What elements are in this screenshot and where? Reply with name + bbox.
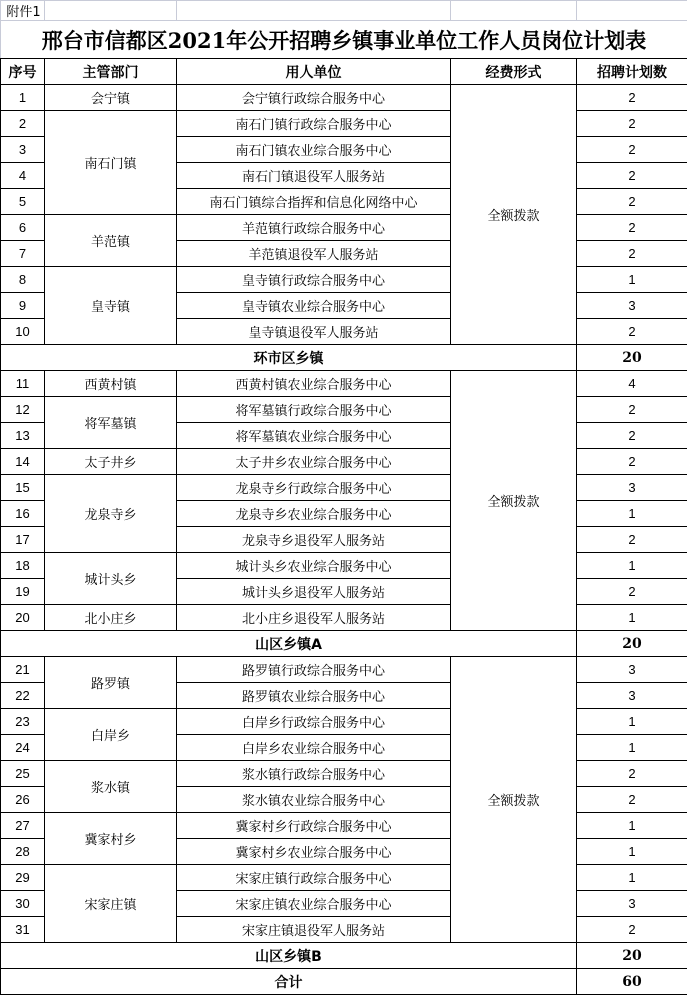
header-quota[interactable]: 招聘计划数	[577, 59, 687, 85]
seq-cell[interactable]: 11	[1, 371, 45, 397]
table-row	[1, 553, 687, 579]
total-label[interactable]: 合计	[1, 969, 577, 995]
seq-cell[interactable]: 30	[1, 891, 45, 917]
total-row	[1, 969, 687, 995]
unit-cell[interactable]: 南石门镇行政综合服务中心	[177, 111, 451, 137]
unit-cell[interactable]: 北小庄乡退役军人服务站	[177, 605, 451, 631]
table-row	[1, 267, 687, 293]
unit-cell[interactable]: 宋家庄镇行政综合服务中心	[177, 865, 451, 891]
quota-cell[interactable]: 3	[577, 475, 687, 501]
dept-cell[interactable]: 白岸乡	[45, 709, 177, 761]
quota-cell[interactable]: 1	[577, 735, 687, 761]
seq-cell[interactable]: 26	[1, 787, 45, 813]
unit-cell[interactable]: 宋家庄镇农业综合服务中心	[177, 891, 451, 917]
unit-cell[interactable]: 浆水镇行政综合服务中心	[177, 761, 451, 787]
seq-cell[interactable]: 3	[1, 137, 45, 163]
dept-cell[interactable]: 浆水镇	[45, 761, 177, 813]
unit-cell[interactable]: 城计头乡退役军人服务站	[177, 579, 451, 605]
unit-cell[interactable]: 龙泉寺乡退役军人服务站	[177, 527, 451, 553]
attachment-label[interactable]: 附件1	[1, 1, 45, 21]
subtotal-label[interactable]: 山区乡镇B	[1, 943, 577, 969]
seq-cell[interactable]: 2	[1, 111, 45, 137]
table-row	[1, 85, 687, 111]
quota-cell[interactable]: 1	[577, 553, 687, 579]
quota-cell[interactable]: 2	[577, 189, 687, 215]
subtotal-row	[1, 943, 687, 969]
total-value[interactable]: 60	[577, 969, 687, 995]
subtotal-value[interactable]: 20	[577, 345, 687, 371]
seq-cell[interactable]: 29	[1, 865, 45, 891]
empty-cell[interactable]	[177, 1, 451, 21]
table-row	[1, 449, 687, 475]
quota-cell[interactable]: 1	[577, 839, 687, 865]
table-row	[1, 397, 687, 423]
quota-cell[interactable]: 3	[577, 891, 687, 917]
unit-cell[interactable]: 太子井乡农业综合服务中心	[177, 449, 451, 475]
dept-cell[interactable]: 将军墓镇	[45, 397, 177, 449]
unit-cell[interactable]: 白岸乡行政综合服务中心	[177, 709, 451, 735]
quota-cell[interactable]: 2	[577, 579, 687, 605]
table-row	[1, 605, 687, 631]
unit-cell[interactable]: 南石门镇农业综合服务中心	[177, 137, 451, 163]
seq-cell[interactable]: 25	[1, 761, 45, 787]
table-row	[1, 111, 687, 137]
table-row	[1, 865, 687, 891]
unit-cell[interactable]: 将军墓镇农业综合服务中心	[177, 423, 451, 449]
seq-cell[interactable]: 8	[1, 267, 45, 293]
table-row	[1, 761, 687, 787]
unit-cell[interactable]: 路罗镇行政综合服务中心	[177, 657, 451, 683]
quota-cell[interactable]: 3	[577, 657, 687, 683]
subtotal-value[interactable]: 20	[577, 631, 687, 657]
unit-cell[interactable]: 羊范镇行政综合服务中心	[177, 215, 451, 241]
seq-cell[interactable]: 17	[1, 527, 45, 553]
funding-cell[interactable]: 全额拨款	[451, 657, 577, 943]
seq-cell[interactable]: 18	[1, 553, 45, 579]
seq-cell[interactable]: 14	[1, 449, 45, 475]
seq-cell[interactable]: 22	[1, 683, 45, 709]
quota-cell[interactable]: 2	[577, 449, 687, 475]
table-row	[1, 813, 687, 839]
quota-cell[interactable]: 1	[577, 813, 687, 839]
dept-cell[interactable]: 路罗镇	[45, 657, 177, 709]
seq-cell[interactable]: 1	[1, 85, 45, 111]
quota-cell[interactable]: 4	[577, 371, 687, 397]
title-row	[1, 21, 687, 59]
dept-cell[interactable]: 龙泉寺乡	[45, 475, 177, 553]
quota-cell[interactable]: 1	[577, 709, 687, 735]
unit-cell[interactable]: 南石门镇退役军人服务站	[177, 163, 451, 189]
empty-cell[interactable]	[451, 1, 577, 21]
unit-cell[interactable]: 龙泉寺乡行政综合服务中心	[177, 475, 451, 501]
quota-cell[interactable]: 3	[577, 293, 687, 319]
subtotal-row	[1, 345, 687, 371]
quota-cell[interactable]: 1	[577, 267, 687, 293]
seq-cell[interactable]: 19	[1, 579, 45, 605]
dept-cell[interactable]: 羊范镇	[45, 215, 177, 267]
seq-cell[interactable]: 24	[1, 735, 45, 761]
seq-cell[interactable]: 20	[1, 605, 45, 631]
header-unit[interactable]: 用人单位	[177, 59, 451, 85]
seq-cell[interactable]: 10	[1, 319, 45, 345]
table-row	[1, 371, 687, 397]
header-seq[interactable]: 序号	[1, 59, 45, 85]
seq-cell[interactable]: 4	[1, 163, 45, 189]
dept-cell[interactable]: 宋家庄镇	[45, 865, 177, 943]
quota-cell[interactable]: 2	[577, 163, 687, 189]
unit-cell[interactable]: 路罗镇农业综合服务中心	[177, 683, 451, 709]
table-row	[1, 215, 687, 241]
quota-cell[interactable]: 2	[577, 215, 687, 241]
subtotal-value[interactable]: 20	[577, 943, 687, 969]
funding-cell[interactable]: 全额拨款	[451, 85, 577, 345]
unit-cell[interactable]: 羊范镇退役军人服务站	[177, 241, 451, 267]
quota-cell[interactable]: 2	[577, 85, 687, 111]
subtotal-row	[1, 631, 687, 657]
subtotal-label[interactable]: 山区乡镇A	[1, 631, 577, 657]
dept-cell[interactable]: 西黄村镇	[45, 371, 177, 397]
dept-cell[interactable]: 北小庄乡	[45, 605, 177, 631]
table-row	[1, 709, 687, 735]
seq-cell[interactable]: 21	[1, 657, 45, 683]
dept-cell[interactable]: 南石门镇	[45, 111, 177, 215]
quota-cell[interactable]: 2	[577, 917, 687, 943]
table-row	[1, 657, 687, 683]
dept-cell[interactable]: 会宁镇	[45, 85, 177, 111]
unit-cell[interactable]: 白岸乡农业综合服务中心	[177, 735, 451, 761]
unit-cell[interactable]: 皇寺镇农业综合服务中心	[177, 293, 451, 319]
page-title[interactable]: 邢台市信都区2021年公开招聘乡镇事业单位工作人员岗位计划表	[1, 21, 687, 59]
quota-cell[interactable]: 2	[577, 787, 687, 813]
unit-cell[interactable]: 西黄村镇农业综合服务中心	[177, 371, 451, 397]
seq-cell[interactable]: 7	[1, 241, 45, 267]
header-dept[interactable]: 主管部门	[45, 59, 177, 85]
seq-cell[interactable]: 12	[1, 397, 45, 423]
quota-cell[interactable]: 2	[577, 111, 687, 137]
unit-cell[interactable]: 浆水镇农业综合服务中心	[177, 787, 451, 813]
header-funding[interactable]: 经费形式	[451, 59, 577, 85]
seq-cell[interactable]: 31	[1, 917, 45, 943]
unit-cell[interactable]: 皇寺镇行政综合服务中心	[177, 267, 451, 293]
quota-cell[interactable]: 2	[577, 527, 687, 553]
quota-cell[interactable]: 3	[577, 683, 687, 709]
seq-cell[interactable]: 28	[1, 839, 45, 865]
quota-cell[interactable]: 2	[577, 761, 687, 787]
empty-cell[interactable]	[45, 1, 177, 21]
unit-cell[interactable]: 将军墓镇行政综合服务中心	[177, 397, 451, 423]
header-row	[1, 59, 687, 85]
quota-cell[interactable]: 1	[577, 501, 687, 527]
seq-cell[interactable]: 9	[1, 293, 45, 319]
seq-cell[interactable]: 16	[1, 501, 45, 527]
unit-cell[interactable]: 南石门镇综合指挥和信息化网络中心	[177, 189, 451, 215]
quota-cell[interactable]: 2	[577, 397, 687, 423]
seq-cell[interactable]: 5	[1, 189, 45, 215]
seq-cell[interactable]: 13	[1, 423, 45, 449]
seq-cell[interactable]: 6	[1, 215, 45, 241]
unit-cell[interactable]: 城计头乡农业综合服务中心	[177, 553, 451, 579]
funding-cell[interactable]: 全额拨款	[451, 371, 577, 631]
dept-cell[interactable]: 城计头乡	[45, 553, 177, 605]
quota-cell[interactable]: 2	[577, 137, 687, 163]
quota-cell[interactable]: 2	[577, 241, 687, 267]
quota-cell[interactable]: 2	[577, 319, 687, 345]
empty-cell[interactable]	[577, 1, 687, 21]
quota-cell[interactable]: 2	[577, 423, 687, 449]
unit-cell[interactable]: 龙泉寺乡农业综合服务中心	[177, 501, 451, 527]
unit-cell[interactable]: 皇寺镇退役军人服务站	[177, 319, 451, 345]
quota-cell[interactable]: 1	[577, 605, 687, 631]
seq-cell[interactable]: 23	[1, 709, 45, 735]
seq-cell[interactable]: 15	[1, 475, 45, 501]
seq-cell[interactable]: 27	[1, 813, 45, 839]
unit-cell[interactable]: 冀家村乡农业综合服务中心	[177, 839, 451, 865]
unit-cell[interactable]: 宋家庄镇退役军人服务站	[177, 917, 451, 943]
unit-cell[interactable]: 会宁镇行政综合服务中心	[177, 85, 451, 111]
unit-cell[interactable]: 冀家村乡行政综合服务中心	[177, 813, 451, 839]
attachment-row	[1, 1, 687, 21]
subtotal-label[interactable]: 环市区乡镇	[1, 345, 577, 371]
table-row	[1, 475, 687, 501]
dept-cell[interactable]: 太子井乡	[45, 449, 177, 475]
dept-cell[interactable]: 冀家村乡	[45, 813, 177, 865]
dept-cell[interactable]: 皇寺镇	[45, 267, 177, 345]
quota-cell[interactable]: 1	[577, 865, 687, 891]
